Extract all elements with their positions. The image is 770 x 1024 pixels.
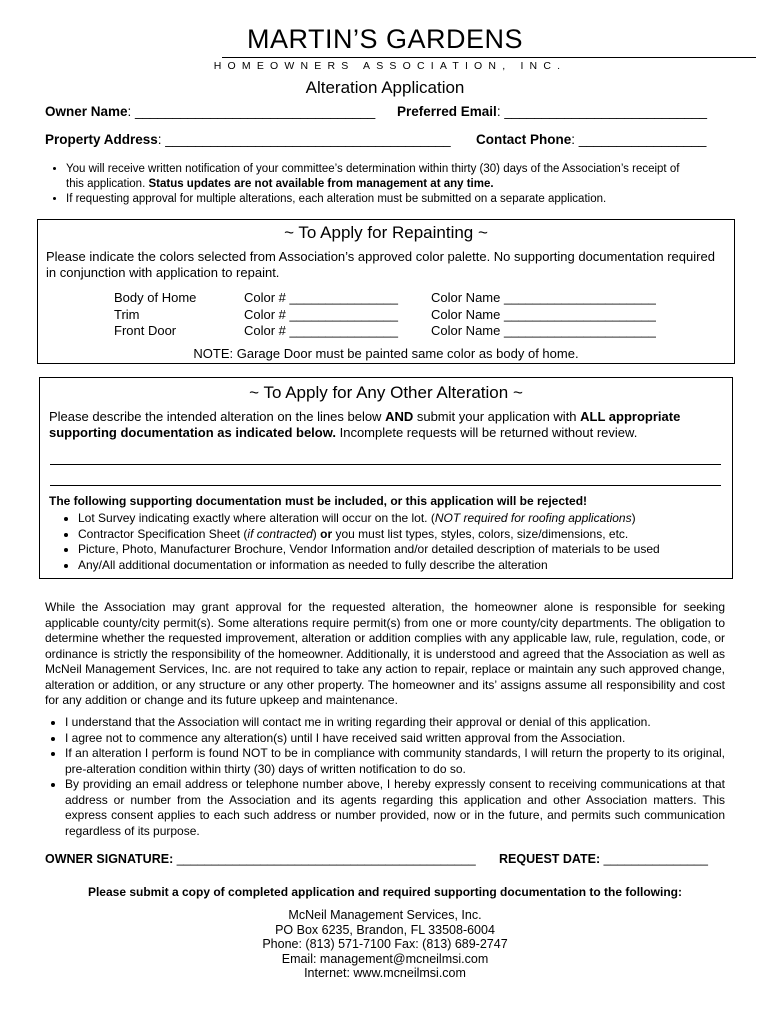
- documentation-item: • Any/All additional documentation or information as needed to fully describe the alteration: [78, 558, 758, 574]
- owner-signature-label: OWNER SIGNATURE:: [45, 852, 174, 866]
- association-subtitle: HOMEOWNERS ASSOCIATION, INC.: [213, 60, 567, 72]
- property-address-line[interactable]: : ______________________________________: [157, 132, 451, 147]
- notice-item: • You will receive written notification of your committee’s determination within thirty (30) days of the Association’s receipt of this application. Status updates are not available from management at any time.: [66, 162, 692, 192]
- submit-instructions: Please submit a copy of completed application and required supporting documentation to the following:: [87, 885, 683, 899]
- color-row-body: Body of Home Color # _______________ Color Name _____________________: [114, 290, 656, 305]
- contact-phone-field[interactable]: [476, 132, 706, 147]
- email-address: Email: management@mcneilmsi.com: [281, 951, 489, 966]
- other-alteration-section: [39, 377, 733, 579]
- notice-list: [52, 162, 692, 207]
- preferred-email-field[interactable]: [397, 104, 707, 119]
- trim-color-name[interactable]: Color Name _____________________: [431, 306, 656, 322]
- website: Internet: www.mcneilmsi.com: [304, 966, 466, 980]
- owner-signature-line[interactable]: ___________________________________________: [173, 852, 476, 866]
- owner-name-field[interactable]: [45, 104, 375, 119]
- other-alteration-instructions: Please describe the intended alteration on the lines below AND submit your application with ALL appropriate supporting documentation as indicated below. Incomplete requests will be returned without review.: [49, 409, 681, 440]
- header-rule: [222, 57, 756, 58]
- documentation-item: • Lot Survey indicating exactly where alteration will occur on the lot. (NOT required for roofing applications): [78, 511, 758, 527]
- phone-fax: Phone: (813) 571-7100 Fax: (813) 689-2747: [262, 937, 508, 951]
- owner-signature-field[interactable]: [45, 852, 476, 866]
- property-address-label: Property Address: [45, 132, 158, 147]
- owner-name-line[interactable]: : ________________________________: [127, 104, 376, 119]
- color-row-front-door: Front Door Color # _______________ Color Name _____________________: [114, 323, 656, 338]
- documentation-list: [40, 511, 758, 573]
- trim-color-number[interactable]: Color # _______________: [244, 306, 398, 322]
- contact-phone-label: Contact Phone: [476, 132, 572, 147]
- documentation-item: • Picture, Photo, Manufacturer Brochure, Vendor Information and/or detailed description of materials to be used: [78, 542, 758, 558]
- request-date-field[interactable]: [499, 852, 708, 866]
- door-color-name[interactable]: Color Name _____________________: [431, 323, 656, 338]
- notice-item: • If requesting approval for multiple alterations, each alteration must be submitted on a separate application.: [66, 192, 692, 207]
- request-date-line[interactable]: _______________: [600, 852, 708, 866]
- door-color-number[interactable]: Color # _______________: [244, 323, 398, 338]
- description-line[interactable]: [50, 485, 721, 486]
- repainting-section: [37, 219, 735, 364]
- management-contact: [0, 908, 770, 981]
- description-line[interactable]: [50, 464, 721, 465]
- request-date-label: REQUEST DATE:: [499, 852, 601, 866]
- form-title: Alteration Application: [305, 78, 465, 97]
- company-name: McNeil Management Services, Inc.: [288, 908, 482, 922]
- property-address-field[interactable]: [45, 132, 451, 147]
- agreement-item: • By providing an email address or telephone number above, I hereby expressly consent to receiving communications at that address or number from the Association and its agents regarding this application and other Association matters. This express consent applies to each such address or number provided, now or in the future, and permits such communication regardless of its purpose.: [65, 777, 725, 839]
- association-title: MARTIN’S GARDENS: [246, 24, 524, 54]
- documentation-item: • Contractor Specification Sheet (if contracted) or you must list types, styles, colors, size/dimensions, etc.: [78, 527, 758, 543]
- other-alteration-title: ~ To Apply for Any Other Alteration ~: [249, 383, 523, 402]
- body-color-name[interactable]: Color Name _____________________: [431, 290, 656, 305]
- agreement-item: • I agree not to commence any alteration(s) until I have received said written approval from the Association.: [65, 731, 725, 747]
- color-row-trim: Trim Color # _______________ Color Name _____________________: [114, 306, 656, 322]
- agreement-item: • I understand that the Association will contact me in writing regarding their approval or denial of this application.: [65, 715, 725, 731]
- garage-door-note: NOTE: Garage Door must be painted same color as body of home.: [193, 346, 579, 361]
- repainting-color-grid: [114, 290, 656, 340]
- contact-phone-line[interactable]: : _________________: [571, 132, 707, 147]
- liability-disclaimer: While the Association may grant approval for the requested alteration, the homeowner alone is responsible for seeking applicable county/city permit(s). Some alterations require permit(s) from one or more county/city departments. The obligation to determine whether the requested improvement, alteration or addition complies with any applicable law, rule, regulation, code, or ordinance is strictly the responsibility of the homeowner. Additionally, it is understood and agreed that the Association as well as McNeil Management Services, Inc. are not required to take any action to repair, replace or maintain any such approved change, alteration or addition, or any structure or any other property. The homeowner and its’ assigns assume all responsibility and cost for any addition or change and its future upkeep and maintenance.: [45, 600, 725, 707]
- body-color-number[interactable]: Color # _______________: [244, 290, 398, 305]
- documentation-heading: The following supporting documentation must be included, or this application will be rejected!: [49, 494, 588, 508]
- repainting-instructions: Please indicate the colors selected from Association’s approved color palette. No supporting documentation required in conjunction with application to repaint.: [46, 249, 715, 280]
- preferred-email-label: Preferred Email: [397, 104, 497, 119]
- preferred-email-line[interactable]: : ___________________________: [496, 104, 708, 119]
- mailing-address: PO Box 6235, Brandon, FL 33508-6004: [275, 922, 495, 937]
- owner-name-label: Owner Name: [45, 104, 128, 119]
- repainting-title: ~ To Apply for Repainting ~: [284, 223, 488, 242]
- agreement-item: • If an alteration I perform is found NOT to be in compliance with community standards, I will return the property to its original, pre-alteration condition within thirty (30) days of written notification to do so.: [65, 746, 725, 777]
- agreement-list: [45, 715, 725, 839]
